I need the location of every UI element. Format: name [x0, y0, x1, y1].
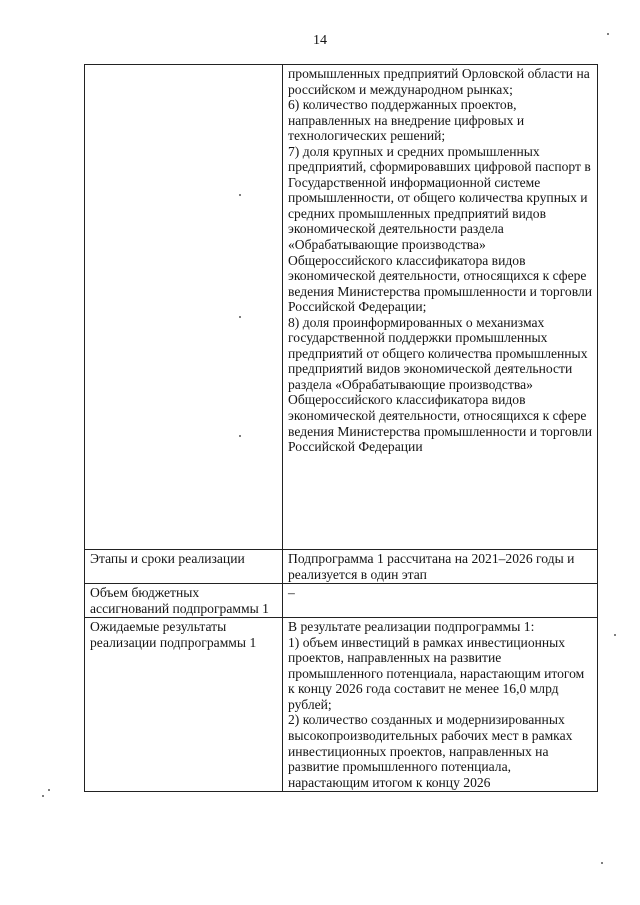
label-cell-stages: Этапы и сроки реализации [85, 550, 283, 584]
indicator-7: 7) доля крупных и средних промышленных предприятий, сформировавших цифровой паспорт в Государственной информационной системе промышленности, от общего количества крупных и средних промышленных предприятий видов экономической деятельности раздела «Обрабатывающие производства» Общероссийского классификатора видов экономической деятельности, относящихся к сфере ведения Министерства промышленности и торговли Российской Федерации; [288, 143, 593, 315]
scan-speck [239, 435, 241, 437]
scan-speck [42, 795, 44, 797]
table-row-indicators-continuation [85, 65, 598, 550]
result-1: 1) объем инвестиций в рамках инвестиционных проектов, направленных на развитие промышленного потенциала, нарастающим итогом к концу 2026 года составит не менее 16,0 млрд рублей; [288, 634, 585, 712]
table-row-budget [85, 584, 598, 618]
results-intro: В результате реализации подпрограммы 1: [288, 619, 535, 635]
scan-speck [239, 194, 241, 196]
scan-speck [239, 316, 241, 318]
page-number: 14 [313, 33, 327, 48]
program-passport-table [84, 64, 598, 792]
value-cell-results [283, 618, 598, 792]
table-row-stages [85, 550, 598, 584]
label-cell-empty [85, 65, 283, 550]
indicator-6: 6) количество поддержанных проектов, направленных на внедрение цифровых и технологических решений; [288, 97, 525, 144]
scan-speck [601, 862, 603, 864]
label-cell-budget: Объем бюджетных ассигнований подпрограммы 1 [85, 584, 283, 618]
label-cell-results: Ожидаемые результаты реализации подпрограммы 1 [85, 618, 283, 792]
value-cell-indicators [283, 65, 598, 550]
table-row-results [85, 618, 598, 792]
scan-speck [607, 33, 609, 35]
result-2: 2) количество созданных и модернизированных высокопроизводительных рабочих мест в рамках инвестиционных проектов, направленных на развитие промышленного потенциала, нарастающим итогом к концу 2026 [288, 712, 573, 790]
value-cell-budget: – [283, 584, 598, 618]
value-cell-stages: Подпрограмма 1 рассчитана на 2021–2026 годы и реализуется в один этап [283, 550, 598, 584]
indicator-5-tail: промышленных предприятий Орловской области на российском и международном рынках; [288, 66, 590, 97]
indicator-8: 8) доля проинформированных о механизмах государственной поддержки промышленных предприятий от общего количества промышленных предприятий видов экономической деятельности раздела «Обрабатывающие производства» Общероссийского классификатора видов экономической деятельности, относящихся к сфере ведения Министерства промышленности и торговли Российской Федерации [288, 314, 593, 455]
scan-speck [48, 789, 50, 791]
scan-speck [614, 634, 616, 636]
